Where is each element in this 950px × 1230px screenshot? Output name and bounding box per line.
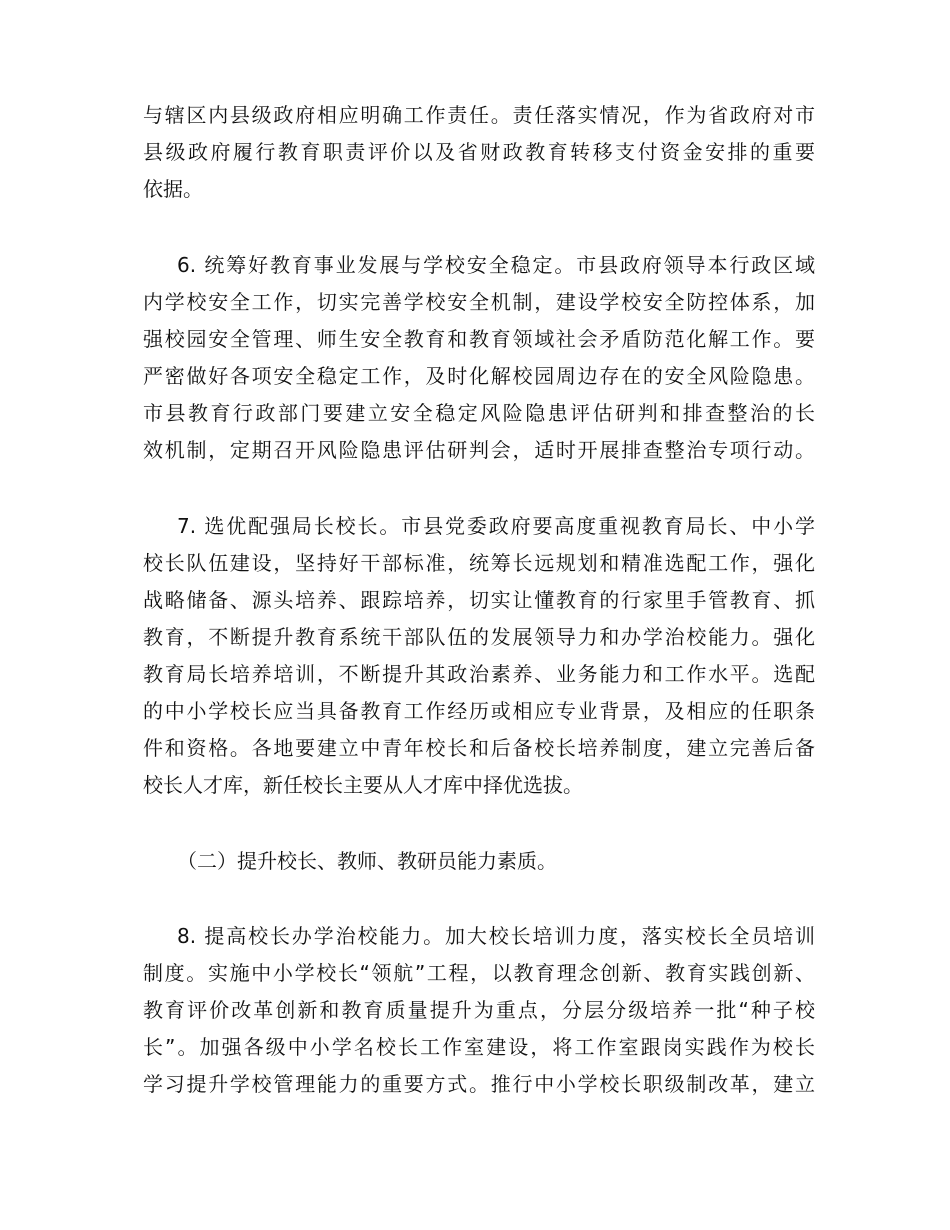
text-line: 战略储备、源头培养、跟踪培养，切实让懂教育的行家里手管教育、抓 <box>143 588 815 612</box>
text-line: 强校园安全管理、师生安全教育和教育领域社会矛盾防范化解工作。要 <box>143 327 815 351</box>
text-line: 的中小学校长应当具备教育工作经历或相应专业背景，及相应的任职条 <box>143 699 815 723</box>
text-line: 长”。加强各级中小学名校长工作室建设，将工作室跟岗实践作为校长 <box>143 1035 815 1059</box>
text-line: 8. 提高校长办学治校能力。加大校长培训力度，落实校长全员培训 <box>177 924 815 948</box>
section-heading-text: （二）提升校长、教师、教研员能力素质。 <box>177 849 557 873</box>
text-line: 市县教育行政部门要建立安全稳定风险隐患评估研判和排查整治的长 <box>143 401 815 425</box>
text-line: 6. 统筹好教育事业发展与学校安全稳定。市县政府领导本行政区域 <box>177 253 815 277</box>
text-line: 校长人才库，新任校长主要从人才库中择优选拔。 <box>143 773 583 797</box>
text-line: 效机制，定期召开风险隐患评估研判会，适时开展排查整治专项行动。 <box>143 438 815 462</box>
text-line: 县级政府履行教育职责评价以及省财政教育转移支付资金安排的重要 <box>143 140 815 164</box>
text-line: 教育，不断提升教育系统干部队伍的发展领导力和办学治校能力。强化 <box>143 625 815 649</box>
text-line: 制度。实施中小学校长“领航”工程，以教育理念创新、教育实践创新、 <box>143 961 815 985</box>
text-line: 学习提升学校管理能力的重要方式。推行中小学校长职级制改革，建立 <box>143 1072 815 1096</box>
text-line: 严密做好各项安全稳定工作，及时化解校园周边存在的安全风险隐患。 <box>143 364 815 388</box>
text-line: 7. 选优配强局长校长。市县党委政府要高度重视教育局长、中小学 <box>177 514 815 538</box>
text-line: 内学校安全工作，切实完善学校安全机制，建设学校安全防控体系，加 <box>143 290 815 314</box>
text-line: 依据。 <box>143 177 203 201</box>
text-line: 与辖区内县级政府相应明确工作责任。责任落实情况，作为省政府对市 <box>143 103 815 127</box>
text-line: 校长队伍建设，坚持好干部标准，统筹长远规划和精准选配工作，强化 <box>143 551 815 575</box>
text-line: 教育局长培养培训，不断提升其政治素养、业务能力和工作水平。选配 <box>143 662 815 686</box>
text-line: 教育评价改革创新和教育质量提升为重点，分层分级培养一批“种子校 <box>143 998 815 1022</box>
text-line: 件和资格。各地要建立中青年校长和后备校长培养制度，建立完善后备 <box>143 736 815 760</box>
